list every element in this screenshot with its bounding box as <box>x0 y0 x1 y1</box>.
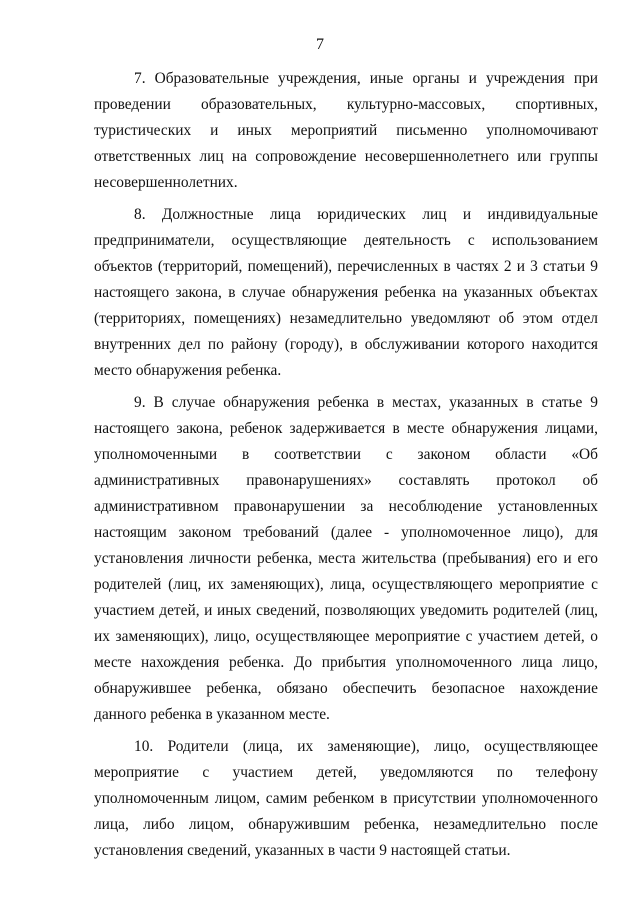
paragraph-9: 9. В случае обнаружения ребенка в местах, указанных в статье 9 настоящего закона, ребенок задерживается в месте обнаружения лицами, уполномоченными в соответствии с законом области «Об административных правонарушениях» составлять протокол об административном правонарушении за несоблюдение установленных настоящим законом требований (далее - уполномоченное лицо), для установления личности ребенка, места жительства (пребывания) его и его родителей (лиц, их заменяющих), лица, осуществляющего мероприятие с участием детей, и иных сведений, позволяющих уведомить родителей (лиц, их заменяющих), лицо, осуществляющее мероприятие с участием детей, о месте нахождения ребенка. До прибытия уполномоченного лица лицо, обнаружившее ребенка, обязано обеспечить безопасное нахождение данного ребенка в указанном месте. <box>94 394 598 723</box>
paragraph-7: 7. Образовательные учреждения, иные органы и учреждения при проведении образовательных, культурно-массовых, спортивных, туристических и иных мероприятий письменно уполномочивают ответственных лиц на сопровождение несовершеннолетнего или группы несовершеннолетних. <box>94 70 598 191</box>
paragraph-10: 10. Родители (лица, их заменяющие), лицо, осуществляющее мероприятие с участием детей, уведомляются по телефону уполномоченным лицом, самим ребенком в присутствии уполномоченного лица, либо лицом, обнаружившим ребенка, незамедлительно после установления сведений, указанных в части 9 настоящей статьи. <box>94 738 598 859</box>
paragraph-8: 8. Должностные лица юридических лиц и индивидуальные предприниматели, осуществляющие деятельность с использованием объектов (территорий, помещений), перечисленных в частях 2 и 3 статьи 9 настоящего закона, в случае обнаружения ребенка на указанных объектах (территориях, помещениях) незамедлительно уведомляют об этом отдел внутренних дел по району (городу), в обслуживании которого находится место обнаружения ребенка. <box>94 206 598 379</box>
document-body <box>94 66 598 868</box>
page-number: 7 <box>316 36 324 53</box>
